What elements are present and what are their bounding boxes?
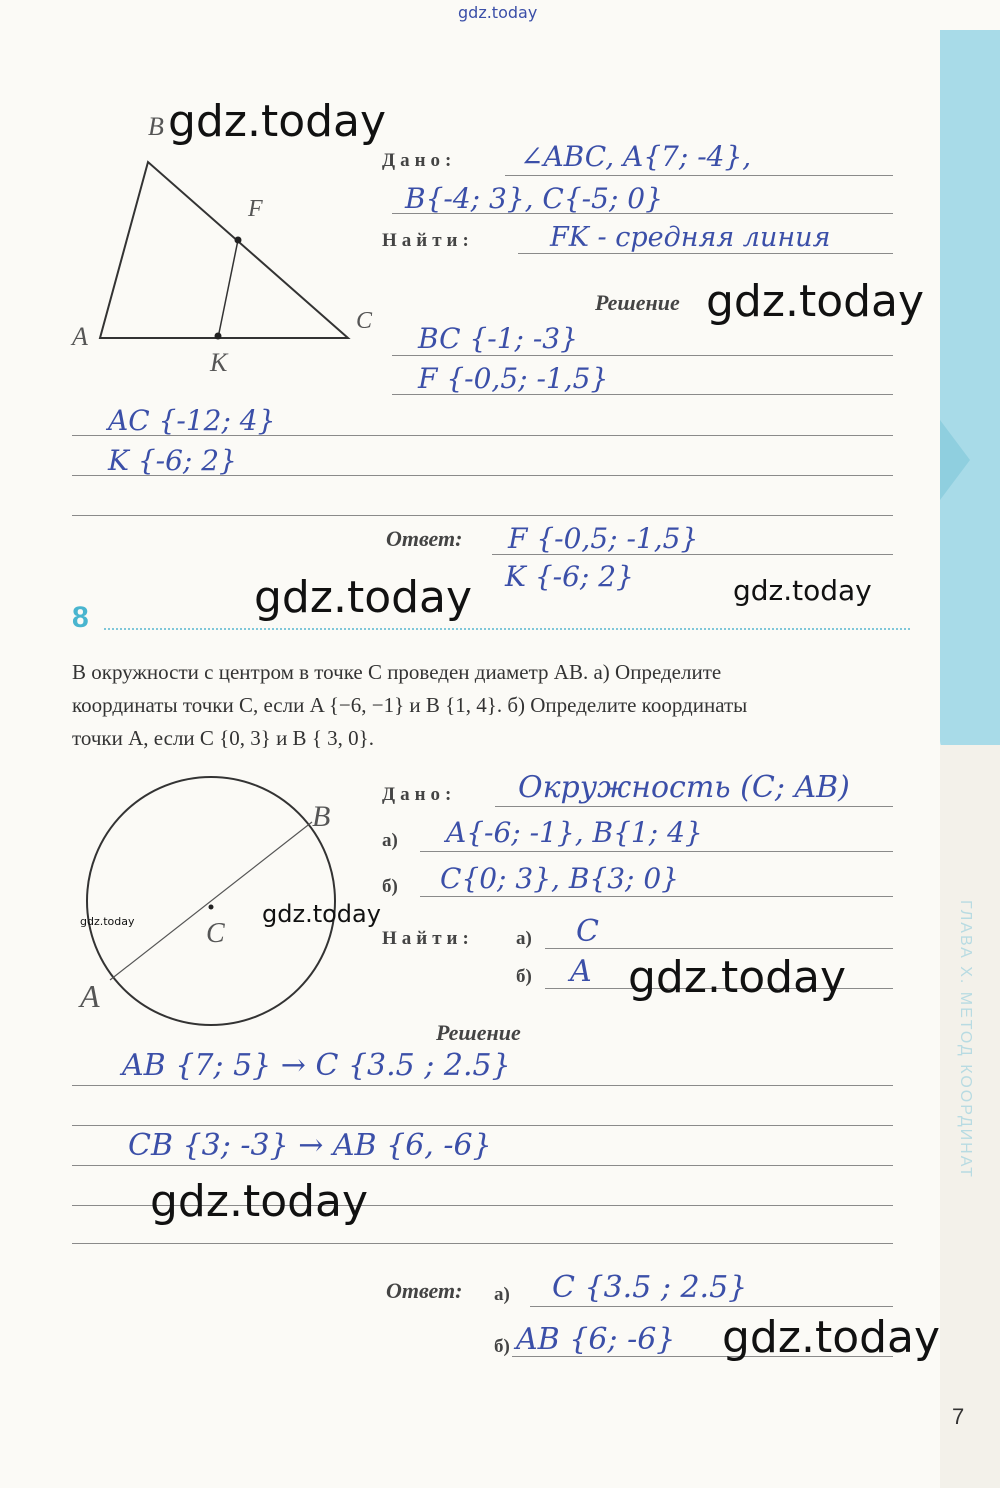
chapter-sidebar xyxy=(940,30,1000,755)
solution-line-3: AC {-12; 4} xyxy=(108,404,276,437)
rule xyxy=(72,1243,893,1244)
solution-line-2: CB {3; -3} → AB {6, -6} xyxy=(128,1128,492,1163)
rule xyxy=(72,475,893,476)
rule xyxy=(72,435,893,436)
find-b-value: A xyxy=(570,954,592,989)
find-a-value: C xyxy=(576,914,599,949)
problem-text-line-2: координаты точки C, если A {−6, −1} и B {1, 4}. б) Определите координаты xyxy=(72,693,748,717)
watermark: gdz.today xyxy=(722,1312,941,1363)
point-label-f: F xyxy=(248,196,263,222)
watermark: gdz.today xyxy=(706,276,925,327)
solution-label: Решение xyxy=(436,1020,521,1045)
rule xyxy=(420,896,893,897)
find-b-label: б) xyxy=(516,966,532,987)
rule xyxy=(392,394,893,395)
solution-line-4: K {-6; 2} xyxy=(108,444,237,477)
given-b-label: б) xyxy=(382,876,398,897)
problem-text xyxy=(72,656,912,755)
answer-b-value: AB {6; -6} xyxy=(516,1322,676,1357)
problem-text-line-3: точки A, если C {0, 3} и B { 3, 0}. xyxy=(72,726,374,750)
rule xyxy=(495,806,893,807)
rule xyxy=(518,253,893,254)
point-label-b: B xyxy=(148,112,164,141)
rule xyxy=(72,1165,893,1166)
problem-separator xyxy=(104,628,910,630)
problem-number: 8 xyxy=(72,601,89,634)
rule xyxy=(72,1085,893,1086)
given-line-1: ∠ABC, A{7; -4}, xyxy=(520,140,752,173)
answer-label: Ответ: xyxy=(386,526,463,551)
watermark: gdz.today xyxy=(733,574,872,607)
solution-line-2: F {-0,5; -1,5} xyxy=(418,362,609,395)
sidebar-arrow-icon xyxy=(940,420,980,500)
solution-line-1: BC {-1; -3} xyxy=(418,322,578,355)
find-label: Найти: xyxy=(382,928,474,949)
answer-b-label: б) xyxy=(494,1336,510,1357)
given-label: Дано: xyxy=(382,150,457,171)
problem-text-line-1: В окружности с центром в точке C проведен диаметр AB. а) Определите xyxy=(72,660,722,684)
find-label: Найти: xyxy=(382,230,474,251)
watermark: gdz.today xyxy=(254,572,473,623)
rule xyxy=(420,851,893,852)
rule xyxy=(392,213,893,214)
chapter-title: ГЛАВА X. МЕТОД КООРДИНАТ xyxy=(957,900,974,1179)
watermark: gdz.today xyxy=(262,900,381,928)
point-label-c: C xyxy=(206,918,225,949)
given-a-value: A{-6; -1}, B{1; 4} xyxy=(446,816,703,849)
rule xyxy=(72,515,893,516)
rule xyxy=(505,175,893,176)
watermark-top: gdz.today xyxy=(458,3,538,22)
solution-label: Решение xyxy=(595,290,680,315)
rule xyxy=(392,355,893,356)
point-label-b: B xyxy=(312,800,331,833)
watermark: gdz.today xyxy=(628,952,847,1003)
given-line-2: B{-4; 3}, C{-5; 0} xyxy=(405,182,663,215)
solution-line-1: AB {7; 5} → C {3.5 ; 2.5} xyxy=(122,1048,511,1083)
given-b-value: C{0; 3}, B{3; 0} xyxy=(440,862,679,895)
watermark: gdz.today xyxy=(150,1176,369,1227)
answer-a-label: а) xyxy=(494,1284,510,1305)
rule xyxy=(545,948,893,949)
rule xyxy=(492,554,893,555)
given-label: Дано: xyxy=(382,784,457,805)
watermark: gdz.today xyxy=(168,96,387,147)
watermark: gdz.today xyxy=(80,915,135,928)
answer-line-1: F {-0,5; -1,5} xyxy=(508,522,699,555)
point-label-a: A xyxy=(80,978,100,1014)
find-a-label: а) xyxy=(516,928,532,949)
given-a-label: а) xyxy=(382,830,398,851)
answer-a-value: C {3.5 ; 2.5} xyxy=(552,1270,748,1305)
answer-line-2: K {-6; 2} xyxy=(505,560,634,593)
answer-label: Ответ: xyxy=(386,1278,463,1303)
find-value: FK - средняя линия xyxy=(550,222,831,253)
rule xyxy=(72,1125,893,1126)
rule xyxy=(530,1306,893,1307)
given-value: Окружность (C; AB) xyxy=(518,770,850,805)
page-number: 7 xyxy=(952,1404,965,1429)
point-label-c: C xyxy=(356,308,373,334)
point-label-k: K xyxy=(210,348,228,377)
point-label-a: A xyxy=(72,322,88,351)
